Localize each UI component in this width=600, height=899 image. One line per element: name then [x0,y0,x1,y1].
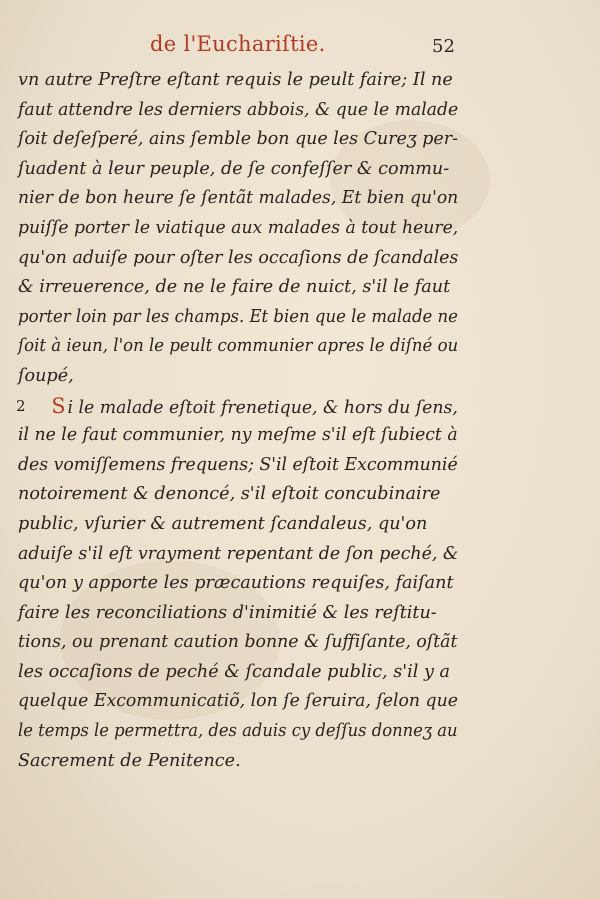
line-text: le temps le permettra, des aduis cy deſſus donneʒ au [18,721,458,742]
body-text [18,66,458,776]
line-text: qu'on y apporte les præcautions requiſes, faiſant [18,573,454,594]
line-content [18,480,440,510]
line-content [18,155,449,185]
text-line [18,687,458,717]
text-line [18,125,458,155]
line-content [18,273,450,303]
line-content [18,303,458,333]
line-text: notoirement & denoncé, s'il eſtoit concubinaire [18,484,441,505]
line-text: les occaſions de peché & ſcandale public, s'il y a [18,661,450,682]
line-content [18,125,458,155]
text-line [18,658,458,688]
paragraph-number: 2 [16,396,26,415]
text-line [18,332,458,362]
text-line [18,480,458,510]
line-text: i le malade eſtoit frenetique, & hors du ſens, [67,397,458,418]
line-content [18,392,458,424]
text-line [18,303,458,333]
line-text: ſoit deſeſperé, ains ſemble bon que les Cureʒ per- [18,129,458,150]
text-line [18,717,458,747]
text-line [18,96,458,126]
line-content [18,717,458,747]
line-text: quelque Excommunicatiõ, lon ſe ſeruira, ſelon que [18,691,458,712]
text-line [18,66,458,96]
line-content [18,747,241,777]
line-text: vn autre Preſtre eſtant requis le peult faire; Il ne [18,70,453,90]
text-line [18,421,458,451]
line-text: aduiſe s'il eſt vrayment repentant de ſon peché, & [18,543,459,564]
text-line [18,155,458,185]
line-content [18,569,454,599]
line-content [18,540,458,570]
line-content [18,66,453,96]
line-text: qu'on aduiſe pour oſter les occaſions de ſcandales [18,247,459,268]
line-content [18,658,450,688]
line-text: Sacrement de Penitence. [18,750,241,771]
text-line [18,244,458,274]
line-text: ſoupé, [18,365,74,386]
line-content [18,628,457,658]
text-line [18,510,458,540]
page-number: 52 [432,36,455,57]
line-content [18,421,458,451]
line-text: nier de bon heure ſe ſentãt malades, Et bien qu'on [18,188,459,209]
line-content [18,599,437,629]
line-content [18,362,74,392]
line-content [18,451,458,481]
text-line [18,540,458,570]
line-text: & irreuerence, de ne le faire de nuict, s'il le faut [18,277,451,298]
text-line [18,599,458,629]
line-text: tions, ou prenant caution bonne & ſuffiſante, oſtãt [18,632,458,653]
text-line [18,362,458,392]
line-content [18,96,458,126]
line-content [18,687,458,717]
line-content [18,332,458,362]
line-text: ſuadent à leur peuple, de ſe confeſſer & commu- [18,158,450,179]
text-line [18,273,458,303]
text-line [18,747,458,777]
line-text: public, vſurier & autrement ſcandaleus, qu'on [18,513,428,534]
text-line [18,392,458,422]
rubricated-initial: S [51,393,66,418]
line-text: faire les reconciliations d'inimitié & les reſtitu- [18,602,437,623]
line-content [18,214,458,244]
line-content [18,184,458,214]
line-text: il ne le faut communier, ny meſme s'il eſt ſubiect à [18,425,458,446]
text-line [18,214,458,244]
text-line [18,184,458,214]
line-content [18,510,427,540]
text-line [18,569,458,599]
line-text: ſoit à ieun, l'on le peult communier apres le diſné ou [18,336,459,357]
line-text: des vomiſſemens frequens; S'il eſtoit Excommunié [18,454,458,475]
line-content [18,244,458,274]
line-text: porter loin par les champs. Et bien que le malade ne [18,306,458,327]
line-text: puiſſe porter le viatique aux malades à tout heure, [18,217,459,238]
line-text: faut attendre les derniers abbois, & que le malade [18,99,459,120]
text-line [18,628,458,658]
text-line [18,451,458,481]
running-head: de l'Euchariſtie. [150,32,326,56]
page-header [0,28,600,64]
